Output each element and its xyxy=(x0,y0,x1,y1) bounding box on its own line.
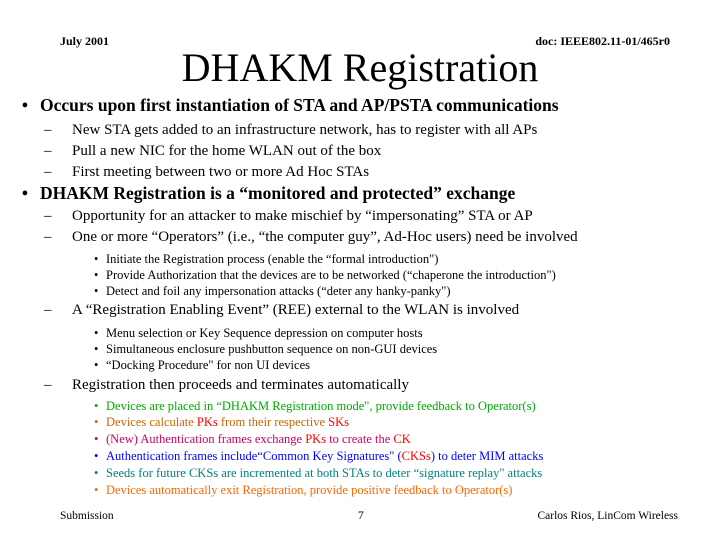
bullet-l2: – Pull a new NIC for the home WLAN out of the box xyxy=(44,143,382,159)
bullet-l3-colored: • Devices automatically exit Registration, provide positive feedback to Operator(s) xyxy=(94,483,513,497)
bullet-l3-colored: • (New) Authentication frames exchange PKs to create the CK xyxy=(94,432,411,446)
footer-page-number: 7 xyxy=(358,510,364,522)
bullet-l3: • Initiate the Registration process (enable the “formal introduction") xyxy=(94,252,439,266)
bullet-l2: – A “Registration Enabling Event” (REE) external to the WLAN is involved xyxy=(44,302,520,318)
bullet-l3-colored: • Authentication frames include“Common Key Signatures" (CKSs) to deter MIM attacks xyxy=(94,449,544,463)
bullet-l2: – New STA gets added to an infrastructure network, has to register with all APs xyxy=(44,122,538,138)
bullet-l3-colored: • Seeds for future CKSs are incremented at both STAs to deter “signature replay" attacks xyxy=(94,466,543,480)
header-date: July 2001 xyxy=(60,34,110,48)
bullet-l2: – Registration then proceeds and terminates automatically xyxy=(44,377,409,393)
bullet-l3-colored: • Devices are placed in “DHAKM Registration mode", provide feedback to Operator(s) xyxy=(94,399,536,413)
bullet-l2: – First meeting between two or more Ad Hoc STAs xyxy=(44,164,370,180)
bullet-l3: • Detect and foil any impersonation attacks (“deter any hanky-panky") xyxy=(94,284,451,298)
bullet-l3: • “Docking Procedure" for non UI devices xyxy=(94,358,310,372)
bullet-l3: • Provide Authorization that the devices are to be networked (“chaperone the introduction") xyxy=(94,268,556,282)
footer-submission: Submission xyxy=(60,510,114,522)
header-doc-id: doc: IEEE802.11-01/465r0 xyxy=(535,34,670,48)
bullet-l1: • DHAKM Registration is a “monitored and protected” exchange xyxy=(21,183,516,203)
bullet-l3-colored: • Devices calculate PKs from their respective SKs xyxy=(94,415,349,429)
bullet-l3: • Simultaneous enclosure pushbutton sequence on non-GUI devices xyxy=(94,342,438,356)
slide-title: DHAKM Registration xyxy=(181,45,539,90)
bullet-l1: • Occurs upon first instantiation of STA and AP/PSTA communications xyxy=(21,95,559,115)
footer-author: Carlos Rios, LinCom Wireless xyxy=(537,510,678,522)
bullet-l2: – One or more “Operators” (i.e., “the computer guy”, Ad-Hoc users) need be involved xyxy=(44,229,578,245)
bullet-l2: – Opportunity for an attacker to make mischief by “impersonating” STA or AP xyxy=(44,208,533,224)
bullet-l3: • Menu selection or Key Sequence depression on computer hosts xyxy=(94,326,423,340)
